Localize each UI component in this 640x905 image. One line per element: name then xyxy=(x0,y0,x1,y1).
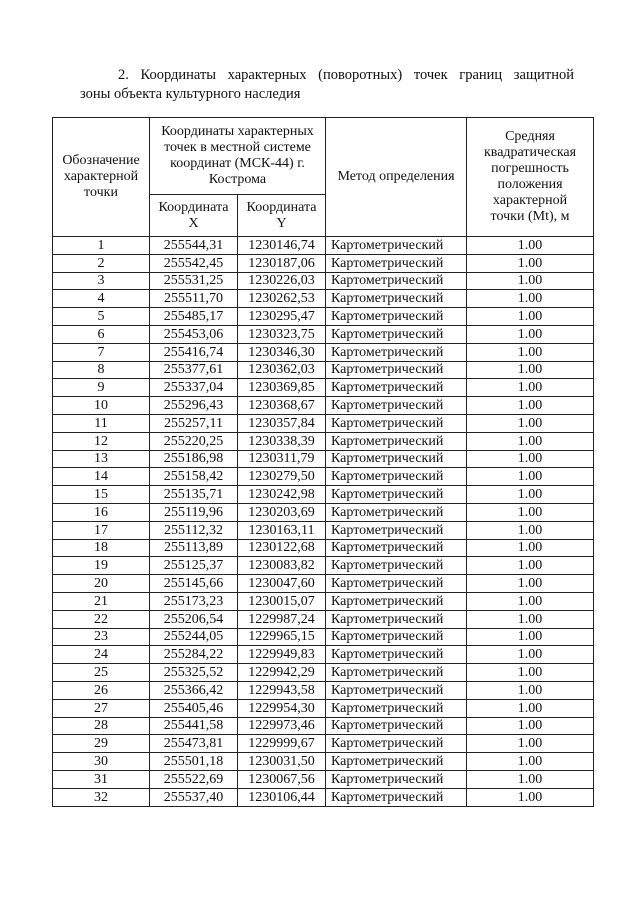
cell-coord-y: 1230338,39 xyxy=(238,432,326,450)
cell-coord-y: 1229965,15 xyxy=(238,628,326,646)
cell-coord-x: 255220,25 xyxy=(150,432,238,450)
cell-point-number: 24 xyxy=(53,646,150,664)
cell-coord-y: 1230106,44 xyxy=(238,788,326,806)
table-row xyxy=(53,486,594,504)
table-body xyxy=(53,237,594,807)
table-header xyxy=(53,118,594,237)
cell-point-number: 1 xyxy=(53,237,150,255)
table-row xyxy=(53,361,594,379)
cell-method: Картометрический xyxy=(326,735,467,753)
coordinates-table xyxy=(52,117,594,807)
cell-point-number: 23 xyxy=(53,628,150,646)
header-point: Обозначение характерной точки xyxy=(53,118,150,237)
cell-method: Картометрический xyxy=(326,486,467,504)
cell-point-number: 28 xyxy=(53,717,150,735)
cell-point-number: 3 xyxy=(53,272,150,290)
cell-method: Картометрический xyxy=(326,557,467,575)
cell-method: Картометрический xyxy=(326,681,467,699)
cell-coord-x: 255537,40 xyxy=(150,788,238,806)
cell-point-number: 27 xyxy=(53,699,150,717)
cell-coord-x: 255441,58 xyxy=(150,717,238,735)
cell-coord-x: 255119,96 xyxy=(150,503,238,521)
table-row xyxy=(53,325,594,343)
table-row xyxy=(53,592,594,610)
cell-error: 1.00 xyxy=(467,325,594,343)
cell-coord-x: 255337,04 xyxy=(150,379,238,397)
cell-coord-y: 1230146,74 xyxy=(238,237,326,255)
section-heading xyxy=(80,66,574,104)
table-row xyxy=(53,575,594,593)
table-row xyxy=(53,646,594,664)
cell-point-number: 22 xyxy=(53,610,150,628)
cell-method: Картометрический xyxy=(326,237,467,255)
cell-error: 1.00 xyxy=(467,788,594,806)
cell-method: Картометрический xyxy=(326,414,467,432)
cell-coord-y: 1229987,24 xyxy=(238,610,326,628)
cell-method: Картометрический xyxy=(326,308,467,326)
heading-line-1: 2. Координаты характерных (поворотных) точек границ защитной xyxy=(118,67,574,83)
cell-coord-y: 1230295,47 xyxy=(238,308,326,326)
cell-error: 1.00 xyxy=(467,628,594,646)
table-row xyxy=(53,628,594,646)
cell-coord-y: 1230279,50 xyxy=(238,468,326,486)
cell-coord-x: 255522,69 xyxy=(150,770,238,788)
cell-error: 1.00 xyxy=(467,468,594,486)
cell-error: 1.00 xyxy=(467,254,594,272)
cell-coord-y: 1230203,69 xyxy=(238,503,326,521)
table-row xyxy=(53,290,594,308)
cell-method: Картометрический xyxy=(326,272,467,290)
cell-point-number: 19 xyxy=(53,557,150,575)
cell-coord-y: 1229954,30 xyxy=(238,699,326,717)
cell-coord-x: 255453,06 xyxy=(150,325,238,343)
cell-coord-y: 1229942,29 xyxy=(238,664,326,682)
cell-method: Картометрический xyxy=(326,450,467,468)
table-row xyxy=(53,503,594,521)
header-method: Метод определения xyxy=(326,118,467,237)
cell-point-number: 5 xyxy=(53,308,150,326)
cell-point-number: 30 xyxy=(53,753,150,771)
cell-error: 1.00 xyxy=(467,770,594,788)
cell-point-number: 16 xyxy=(53,503,150,521)
cell-point-number: 18 xyxy=(53,539,150,557)
cell-coord-x: 255377,61 xyxy=(150,361,238,379)
cell-coord-y: 1230187,06 xyxy=(238,254,326,272)
cell-error: 1.00 xyxy=(467,575,594,593)
cell-coord-y: 1229949,83 xyxy=(238,646,326,664)
cell-error: 1.00 xyxy=(467,557,594,575)
cell-point-number: 11 xyxy=(53,414,150,432)
cell-coord-y: 1230067,56 xyxy=(238,770,326,788)
cell-error: 1.00 xyxy=(467,592,594,610)
cell-error: 1.00 xyxy=(467,361,594,379)
cell-point-number: 4 xyxy=(53,290,150,308)
table-row xyxy=(53,308,594,326)
cell-method: Картометрический xyxy=(326,753,467,771)
cell-coord-x: 255416,74 xyxy=(150,343,238,361)
cell-coord-x: 255145,66 xyxy=(150,575,238,593)
cell-coord-x: 255366,42 xyxy=(150,681,238,699)
cell-error: 1.00 xyxy=(467,397,594,415)
cell-point-number: 17 xyxy=(53,521,150,539)
cell-coord-x: 255296,43 xyxy=(150,397,238,415)
cell-error: 1.00 xyxy=(467,414,594,432)
cell-coord-y: 1230368,67 xyxy=(238,397,326,415)
cell-error: 1.00 xyxy=(467,432,594,450)
cell-coord-x: 255113,89 xyxy=(150,539,238,557)
table-row xyxy=(53,254,594,272)
cell-point-number: 10 xyxy=(53,397,150,415)
cell-coord-x: 255544,31 xyxy=(150,237,238,255)
cell-error: 1.00 xyxy=(467,450,594,468)
table-row xyxy=(53,397,594,415)
cell-error: 1.00 xyxy=(467,717,594,735)
cell-coord-x: 255473,81 xyxy=(150,735,238,753)
cell-method: Картометрический xyxy=(326,503,467,521)
cell-error: 1.00 xyxy=(467,379,594,397)
cell-method: Картометрический xyxy=(326,610,467,628)
cell-point-number: 14 xyxy=(53,468,150,486)
cell-coord-x: 255186,98 xyxy=(150,450,238,468)
cell-error: 1.00 xyxy=(467,753,594,771)
table-row xyxy=(53,343,594,361)
cell-method: Картометрический xyxy=(326,788,467,806)
cell-coord-x: 255135,71 xyxy=(150,486,238,504)
cell-point-number: 31 xyxy=(53,770,150,788)
cell-error: 1.00 xyxy=(467,521,594,539)
cell-method: Картометрический xyxy=(326,432,467,450)
cell-point-number: 2 xyxy=(53,254,150,272)
cell-error: 1.00 xyxy=(467,237,594,255)
cell-coord-x: 255485,17 xyxy=(150,308,238,326)
cell-error: 1.00 xyxy=(467,343,594,361)
cell-coord-y: 1230311,79 xyxy=(238,450,326,468)
cell-method: Картометрический xyxy=(326,592,467,610)
cell-coord-x: 255405,46 xyxy=(150,699,238,717)
cell-method: Картометрический xyxy=(326,575,467,593)
cell-coord-y: 1230163,11 xyxy=(238,521,326,539)
cell-point-number: 15 xyxy=(53,486,150,504)
cell-point-number: 13 xyxy=(53,450,150,468)
cell-point-number: 12 xyxy=(53,432,150,450)
cell-coord-x: 255206,54 xyxy=(150,610,238,628)
table-row xyxy=(53,379,594,397)
cell-point-number: 7 xyxy=(53,343,150,361)
cell-coord-y: 1230015,07 xyxy=(238,592,326,610)
cell-coord-y: 1230362,03 xyxy=(238,361,326,379)
cell-coord-x: 255531,25 xyxy=(150,272,238,290)
cell-coord-y: 1230369,85 xyxy=(238,379,326,397)
cell-coord-x: 255511,70 xyxy=(150,290,238,308)
cell-error: 1.00 xyxy=(467,486,594,504)
cell-coord-x: 255158,42 xyxy=(150,468,238,486)
table-row xyxy=(53,681,594,699)
header-error: Средняя квадратическая погрешность положения характерной точки (Mt), м xyxy=(467,118,594,237)
cell-method: Картометрический xyxy=(326,468,467,486)
cell-coord-y: 1230047,60 xyxy=(238,575,326,593)
table-row xyxy=(53,735,594,753)
cell-method: Картометрический xyxy=(326,361,467,379)
cell-coord-x: 255257,11 xyxy=(150,414,238,432)
table-row xyxy=(53,272,594,290)
cell-coord-y: 1229973,46 xyxy=(238,717,326,735)
heading-line-2: зоны объекта культурного наследия xyxy=(80,86,301,102)
cell-coord-y: 1230031,50 xyxy=(238,753,326,771)
cell-coord-x: 255542,45 xyxy=(150,254,238,272)
table-row xyxy=(53,450,594,468)
table-row xyxy=(53,699,594,717)
cell-point-number: 32 xyxy=(53,788,150,806)
cell-coord-y: 1230346,30 xyxy=(238,343,326,361)
table-row xyxy=(53,557,594,575)
cell-coord-y: 1229999,67 xyxy=(238,735,326,753)
table-row xyxy=(53,788,594,806)
table-row xyxy=(53,753,594,771)
cell-coord-y: 1230242,98 xyxy=(238,486,326,504)
table-row xyxy=(53,432,594,450)
table-row xyxy=(53,770,594,788)
cell-error: 1.00 xyxy=(467,539,594,557)
table-row xyxy=(53,539,594,557)
cell-point-number: 25 xyxy=(53,664,150,682)
cell-error: 1.00 xyxy=(467,503,594,521)
cell-method: Картометрический xyxy=(326,290,467,308)
cell-coord-y: 1229943,58 xyxy=(238,681,326,699)
table-row xyxy=(53,610,594,628)
cell-coord-x: 255125,37 xyxy=(150,557,238,575)
cell-coord-y: 1230122,68 xyxy=(238,539,326,557)
cell-point-number: 6 xyxy=(53,325,150,343)
cell-coord-y: 1230083,82 xyxy=(238,557,326,575)
header-coord-group: Координаты характерных точек в местной системе координат (МСК-44) г. Кострома xyxy=(150,118,326,195)
table-row xyxy=(53,237,594,255)
cell-coord-y: 1230323,75 xyxy=(238,325,326,343)
cell-method: Картометрический xyxy=(326,539,467,557)
cell-error: 1.00 xyxy=(467,610,594,628)
cell-error: 1.00 xyxy=(467,290,594,308)
cell-error: 1.00 xyxy=(467,308,594,326)
cell-method: Картометрический xyxy=(326,254,467,272)
cell-coord-x: 255284,22 xyxy=(150,646,238,664)
cell-error: 1.00 xyxy=(467,681,594,699)
cell-method: Картометрический xyxy=(326,717,467,735)
header-y: Координата Y xyxy=(238,195,326,237)
cell-point-number: 26 xyxy=(53,681,150,699)
cell-point-number: 20 xyxy=(53,575,150,593)
cell-method: Картометрический xyxy=(326,397,467,415)
cell-point-number: 9 xyxy=(53,379,150,397)
cell-method: Картометрический xyxy=(326,646,467,664)
cell-error: 1.00 xyxy=(467,272,594,290)
cell-coord-x: 255244,05 xyxy=(150,628,238,646)
table-row xyxy=(53,664,594,682)
table-row xyxy=(53,717,594,735)
cell-method: Картометрический xyxy=(326,628,467,646)
cell-error: 1.00 xyxy=(467,699,594,717)
cell-method: Картометрический xyxy=(326,521,467,539)
cell-method: Картометрический xyxy=(326,699,467,717)
cell-coord-x: 255112,32 xyxy=(150,521,238,539)
cell-method: Картометрический xyxy=(326,664,467,682)
cell-coord-x: 255173,23 xyxy=(150,592,238,610)
cell-method: Картометрический xyxy=(326,325,467,343)
table-row xyxy=(53,468,594,486)
table-row xyxy=(53,521,594,539)
cell-point-number: 29 xyxy=(53,735,150,753)
cell-error: 1.00 xyxy=(467,646,594,664)
cell-coord-y: 1230226,03 xyxy=(238,272,326,290)
cell-error: 1.00 xyxy=(467,735,594,753)
cell-coord-x: 255325,52 xyxy=(150,664,238,682)
cell-point-number: 8 xyxy=(53,361,150,379)
cell-method: Картометрический xyxy=(326,343,467,361)
header-x: Координата X xyxy=(150,195,238,237)
cell-coord-x: 255501,18 xyxy=(150,753,238,771)
cell-coord-y: 1230262,53 xyxy=(238,290,326,308)
cell-method: Картометрический xyxy=(326,379,467,397)
cell-point-number: 21 xyxy=(53,592,150,610)
cell-error: 1.00 xyxy=(467,664,594,682)
table-row xyxy=(53,414,594,432)
cell-coord-y: 1230357,84 xyxy=(238,414,326,432)
cell-method: Картометрический xyxy=(326,770,467,788)
